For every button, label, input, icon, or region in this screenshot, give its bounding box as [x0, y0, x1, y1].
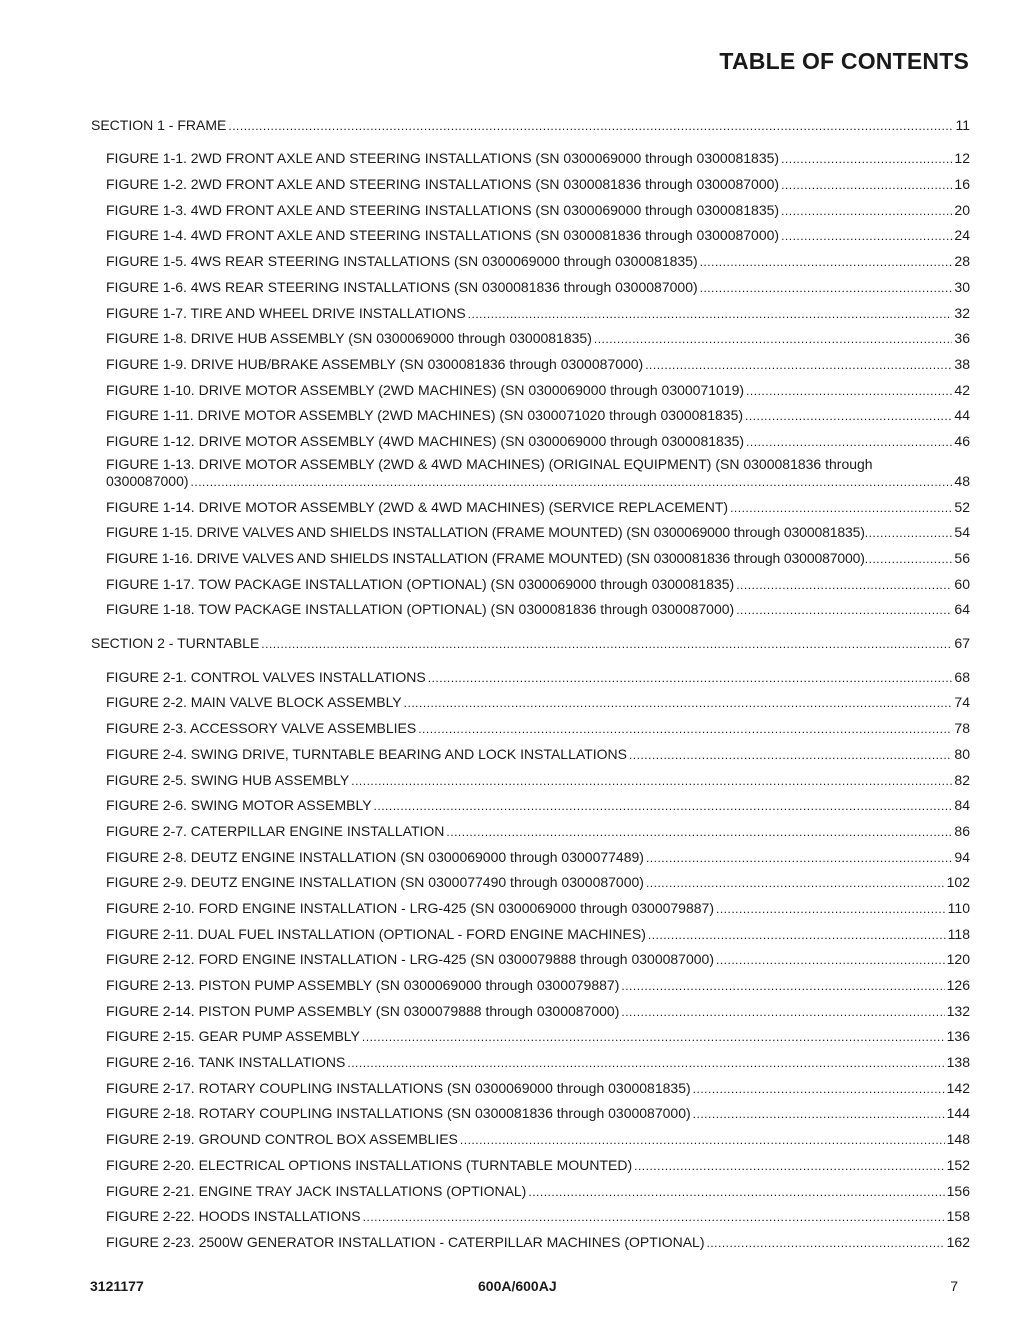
dot-leader	[781, 150, 952, 167]
dot-leader	[716, 900, 946, 917]
toc-page-number: 36	[954, 330, 970, 347]
toc-figure-label: FIGURE 1-7. TIRE AND WHEEL DRIVE INSTALLATIONS	[106, 304, 466, 321]
toc-section-1[interactable]	[0, 108, 1024, 134]
dot-leader	[363, 1208, 945, 1225]
footer-doc-number: 3121177	[90, 1278, 144, 1294]
toc-page-number: 42	[954, 381, 970, 398]
toc-page-number: 28	[954, 253, 970, 270]
dot-leader	[428, 669, 953, 686]
toc-figure-2-8[interactable]	[0, 840, 1024, 866]
toc-page-number: 54	[954, 524, 970, 541]
toc-page-number: 158	[946, 1208, 970, 1225]
toc-page-number: 24	[954, 227, 970, 244]
toc-figure-1-16[interactable]	[0, 541, 1024, 567]
toc-figure-2-1[interactable]	[0, 660, 1024, 686]
dot-leader	[621, 977, 944, 994]
dot-leader	[646, 849, 952, 866]
toc-page-number: 52	[954, 498, 970, 515]
toc-figure-label: FIGURE 2-3. ACCESSORY VALVE ASSEMBLIES	[106, 720, 417, 737]
toc-figure-1-5[interactable]	[0, 244, 1024, 270]
toc-figure-2-22[interactable]	[0, 1200, 1024, 1226]
dot-leader	[191, 473, 953, 490]
toc-figure-2-5[interactable]	[0, 763, 1024, 789]
toc-page-number: 16	[954, 176, 970, 193]
toc-figure-label: FIGURE 1-9. DRIVE HUB/BRAKE ASSEMBLY (SN 0300081836 through 0300087000)	[106, 355, 644, 372]
toc-figure-1-14[interactable]	[0, 490, 1024, 516]
toc-section-2[interactable]	[0, 626, 1024, 652]
dot-leader	[648, 926, 946, 943]
toc-page-number: 102	[946, 874, 970, 891]
toc-section-label: SECTION 1 - FRAME	[91, 116, 227, 133]
toc-figure-1-1[interactable]	[0, 142, 1024, 168]
toc-figure-label: FIGURE 1-4. 4WD FRONT AXLE AND STEERING INSTALLATIONS (SN 0300081836 through 0300087000)	[106, 227, 780, 244]
toc-figure-2-2[interactable]	[0, 686, 1024, 712]
dot-leader	[736, 576, 952, 593]
toc-figure-label: FIGURE 2-12. FORD ENGINE INSTALLATION - LRG-425 (SN 0300079888 through 0300087000)	[106, 951, 714, 968]
dot-leader	[865, 550, 955, 567]
dot-leader	[460, 1131, 945, 1148]
footer-model: 600A/600AJ	[478, 1278, 557, 1294]
toc-figure-2-23[interactable]	[0, 1225, 1024, 1251]
toc-figure-label: FIGURE 2-5. SWING HUB ASSEMBLY	[106, 771, 350, 788]
toc-page-number: 32	[954, 304, 970, 321]
dot-leader	[707, 1234, 945, 1251]
toc-figure-label: FIGURE 1-3. 4WD FRONT AXLE AND STEERING INSTALLATIONS (SN 0300069000 through 0300081835)	[106, 201, 780, 218]
toc-figure-label: FIGURE 2-17. ROTARY COUPLING INSTALLATIONS (SN 0300069000 through 0300081835)	[106, 1079, 691, 1096]
toc-figure-label: FIGURE 1-6. 4WS REAR STEERING INSTALLATIONS (SN 0300081836 through 0300087000)	[106, 278, 698, 295]
toc-page-number: 60	[954, 575, 970, 592]
page-title: TABLE OF CONTENTS	[719, 48, 969, 74]
toc-figure-2-14[interactable]	[0, 994, 1024, 1020]
toc-figure-label: FIGURE 2-22. HOODS INSTALLATIONS	[106, 1208, 361, 1225]
toc-page-number: 38	[954, 355, 970, 372]
toc-figure-label: FIGURE 1-2. 2WD FRONT AXLE AND STEERING INSTALLATIONS (SN 0300081836 through 0300087000)	[106, 176, 780, 193]
dot-leader	[351, 772, 952, 789]
footer-page-number: 7	[950, 1278, 958, 1294]
toc-page-number: 132	[946, 1002, 970, 1019]
toc-figure-label: FIGURE 2-15. GEAR PUMP ASSEMBLY	[106, 1028, 360, 1045]
toc-figure-label: FIGURE 1-11. DRIVE MOTOR ASSEMBLY (2WD MACHINES) (SN 0300071020 through 0300081835)	[106, 407, 744, 424]
toc-figure-label: FIGURE 2-20. ELECTRICAL OPTIONS INSTALLATIONS (TURNTABLE MOUNTED)	[106, 1156, 633, 1173]
toc-figure-1-13[interactable]	[0, 450, 1024, 490]
toc-figure-label: FIGURE 1-5. 4WS REAR STEERING INSTALLATIONS (SN 0300069000 through 0300081835)	[106, 253, 698, 270]
toc-page-number: 67	[954, 635, 970, 652]
toc-figure-2-20[interactable]	[0, 1148, 1024, 1174]
dot-leader	[865, 524, 955, 541]
toc-page-number: 20	[954, 201, 970, 218]
toc-page-number: 120	[946, 951, 970, 968]
toc-figure-label: FIGURE 2-6. SWING MOTOR ASSEMBLY	[106, 797, 372, 814]
toc-page-number: 64	[954, 601, 970, 618]
toc-page-number: 126	[946, 977, 970, 993]
dot-leader	[468, 305, 953, 322]
toc-figure-label: FIGURE 2-14. PISTON PUMP ASSEMBLY (SN 0300079888 through 0300087000)	[106, 1002, 620, 1019]
dot-leader	[228, 117, 953, 134]
toc-figure-1-18[interactable]	[0, 593, 1024, 619]
toc-figure-label: FIGURE 1-8. DRIVE HUB ASSEMBLY (SN 0300069000 through 0300081835)	[106, 330, 592, 347]
toc-page-number: 144	[946, 1105, 970, 1122]
toc-figure-2-4[interactable]	[0, 737, 1024, 763]
toc-figure-label: FIGURE 1-12. DRIVE MOTOR ASSEMBLY (4WD MACHINES) (SN 0300069000 through 0300081835)	[106, 432, 745, 449]
toc-figure-label: FIGURE 1-1. 2WD FRONT AXLE AND STEERING INSTALLATIONS (SN 0300069000 through 0300081835)	[106, 150, 780, 167]
toc-figure-label: FIGURE 2-10. FORD ENGINE INSTALLATION - LRG-425 (SN 0300069000 through 0300079887)	[106, 899, 714, 916]
toc-page-number: 46	[954, 432, 970, 449]
dot-leader	[736, 601, 952, 618]
dot-leader	[362, 1028, 945, 1045]
toc-figure-2-16[interactable]	[0, 1045, 1024, 1071]
toc-page-number: 11	[955, 116, 970, 133]
toc-figure-1-7[interactable]	[0, 296, 1024, 322]
dot-leader	[261, 635, 952, 652]
toc-figure-2-11[interactable]	[0, 917, 1024, 943]
dot-leader	[781, 227, 952, 244]
toc-figure-1-9[interactable]	[0, 347, 1024, 373]
toc-figure-label: FIGURE 2-18. ROTARY COUPLING INSTALLATIONS (SN 0300081836 through 0300087000)	[106, 1105, 691, 1122]
toc-page-number: 86	[954, 822, 970, 839]
toc-figure-2-7[interactable]	[0, 814, 1024, 840]
toc-figure-2-6[interactable]	[0, 789, 1024, 815]
dot-leader	[693, 1080, 945, 1097]
toc-page-number: 110	[947, 899, 970, 916]
toc-figure-label: FIGURE 2-19. GROUND CONTROL BOX ASSEMBLIES	[106, 1131, 458, 1148]
toc-page-number: 48	[954, 472, 970, 489]
toc-figure-1-17[interactable]	[0, 567, 1024, 593]
toc-figure-2-21[interactable]	[0, 1174, 1024, 1200]
toc-section-label: SECTION 2 - TURNTABLE	[91, 635, 260, 652]
toc-figure-label: FIGURE 1-13. DRIVE MOTOR ASSEMBLY (2WD & 4WD MACHINES) (ORIGINAL EQUIPMENT) (SN 0300081836 through	[106, 455, 873, 472]
toc-figure-1-6[interactable]	[0, 270, 1024, 296]
toc-figure-1-15[interactable]	[0, 516, 1024, 542]
dot-leader	[700, 253, 953, 270]
dot-leader	[745, 407, 952, 424]
dot-leader	[746, 433, 952, 450]
toc-figure-1-8[interactable]	[0, 322, 1024, 348]
toc-figure-2-17[interactable]	[0, 1071, 1024, 1097]
toc-figure-2-9[interactable]	[0, 866, 1024, 892]
dot-leader	[746, 382, 952, 399]
dot-leader	[594, 330, 953, 347]
toc-figure-2-13[interactable]	[0, 968, 1024, 994]
dot-leader	[700, 279, 953, 296]
toc-figure-1-4[interactable]	[0, 219, 1024, 245]
toc-page-number: 12	[954, 150, 970, 167]
dot-leader	[629, 746, 952, 763]
dot-leader	[646, 874, 945, 891]
toc-figure-1-10[interactable]	[0, 373, 1024, 399]
toc-figure-label: FIGURE 1-10. DRIVE MOTOR ASSEMBLY (2WD MACHINES) (SN 0300069000 through 0300071019)	[106, 381, 745, 398]
toc-figure-label: FIGURE 2-1. CONTROL VALVES INSTALLATIONS	[106, 668, 426, 685]
dot-leader	[730, 499, 952, 516]
dot-leader	[634, 1157, 945, 1174]
toc-page-number: 148	[946, 1131, 970, 1148]
toc-page-number: 74	[954, 694, 970, 711]
toc-page-number: 118	[947, 925, 970, 942]
toc-figure-label: FIGURE 2-11. DUAL FUEL INSTALLATION (OPTIONAL - FORD ENGINE MACHINES)	[106, 925, 646, 942]
toc-page-number: 84	[954, 797, 970, 814]
dot-leader	[781, 202, 952, 219]
dot-leader	[446, 823, 952, 840]
toc-page-number: 82	[954, 771, 970, 788]
toc-figure-2-19[interactable]	[0, 1122, 1024, 1148]
toc-figure-1-3[interactable]	[0, 193, 1024, 219]
toc-figure-label: FIGURE 2-13. PISTON PUMP ASSEMBLY (SN 0300069000 through 0300079887)	[106, 977, 620, 993]
toc-figure-label: FIGURE 2-21. ENGINE TRAY JACK INSTALLATIONS (OPTIONAL)	[106, 1182, 527, 1199]
dot-leader	[621, 1003, 944, 1020]
toc-page-number: 44	[954, 407, 970, 424]
toc-figure-label: FIGURE 2-9. DEUTZ ENGINE INSTALLATION (SN 0300077490 through 0300087000)	[106, 874, 644, 891]
toc-page-number: 78	[954, 720, 970, 737]
dot-leader	[418, 720, 952, 737]
toc-figure-2-15[interactable]	[0, 1020, 1024, 1046]
toc-page-number: 68	[954, 668, 970, 685]
toc-page-number: 152	[946, 1156, 970, 1173]
dot-leader	[347, 1054, 944, 1071]
dot-leader	[781, 176, 952, 193]
toc-figure-2-3[interactable]	[0, 711, 1024, 737]
dot-leader	[374, 797, 953, 814]
toc-page-number: 142	[946, 1079, 970, 1096]
dot-leader	[528, 1183, 944, 1200]
dot-leader	[693, 1105, 945, 1122]
toc-figure-1-11[interactable]	[0, 399, 1024, 425]
toc-figure-label-cont	[106, 473, 970, 490]
toc-figure-1-2[interactable]	[0, 167, 1024, 193]
toc-figure-label: FIGURE 2-16. TANK INSTALLATIONS	[106, 1054, 346, 1071]
toc-page-number: 94	[954, 848, 970, 865]
toc-figure-2-18[interactable]	[0, 1097, 1024, 1123]
toc-page-number: 162	[946, 1233, 970, 1250]
toc-figure-label: FIGURE 1-17. TOW PACKAGE INSTALLATION (OPTIONAL) (SN 0300069000 through 0300081835)	[106, 575, 735, 592]
toc-page-number: 138	[946, 1054, 970, 1071]
toc-figure-label: FIGURE 1-16. DRIVE VALVES AND SHIELDS INSTALLATION (FRAME MOUNTED) (SN 0300081836 through 0300087000)	[106, 550, 865, 566]
toc-figure-label: FIGURE 2-23. 2500W GENERATOR INSTALLATION - CATERPILLAR MACHINES (OPTIONAL)	[106, 1233, 705, 1250]
toc-figure-label-line2: 0300087000)	[106, 472, 189, 489]
toc-figure-label: FIGURE 2-4. SWING DRIVE, TURNTABLE BEARING AND LOCK INSTALLATIONS	[106, 745, 627, 762]
dot-leader	[716, 951, 945, 968]
toc-figure-label: FIGURE 1-15. DRIVE VALVES AND SHIELDS INSTALLATION (FRAME MOUNTED) (SN 0300069000 through 0300081835)	[106, 524, 865, 541]
toc-page-number: 136	[946, 1028, 970, 1045]
toc-figure-label: FIGURE 2-8. DEUTZ ENGINE INSTALLATION (SN 0300069000 through 0300077489)	[106, 848, 644, 865]
toc-page-number: 56	[954, 550, 970, 566]
dot-leader	[645, 356, 952, 373]
dot-leader	[404, 694, 953, 711]
toc-figure-label: FIGURE 2-7. CATERPILLAR ENGINE INSTALLATION	[106, 822, 445, 839]
toc-figure-1-12[interactable]	[0, 424, 1024, 450]
toc-page-number: 30	[954, 278, 970, 295]
toc-figure-label: FIGURE 1-18. TOW PACKAGE INSTALLATION (OPTIONAL) (SN 0300081836 through 0300087000)	[106, 601, 735, 618]
toc-figure-label: FIGURE 2-2. MAIN VALVE BLOCK ASSEMBLY	[106, 694, 402, 711]
toc-figure-2-12[interactable]	[0, 943, 1024, 969]
toc-figure-2-10[interactable]	[0, 891, 1024, 917]
toc-list	[0, 108, 1024, 1251]
toc-page-number: 156	[946, 1182, 970, 1199]
toc-figure-label: FIGURE 1-14. DRIVE MOTOR ASSEMBLY (2WD & 4WD MACHINES) (SERVICE REPLACEMENT)	[106, 498, 729, 515]
toc-page-number: 80	[954, 745, 970, 762]
